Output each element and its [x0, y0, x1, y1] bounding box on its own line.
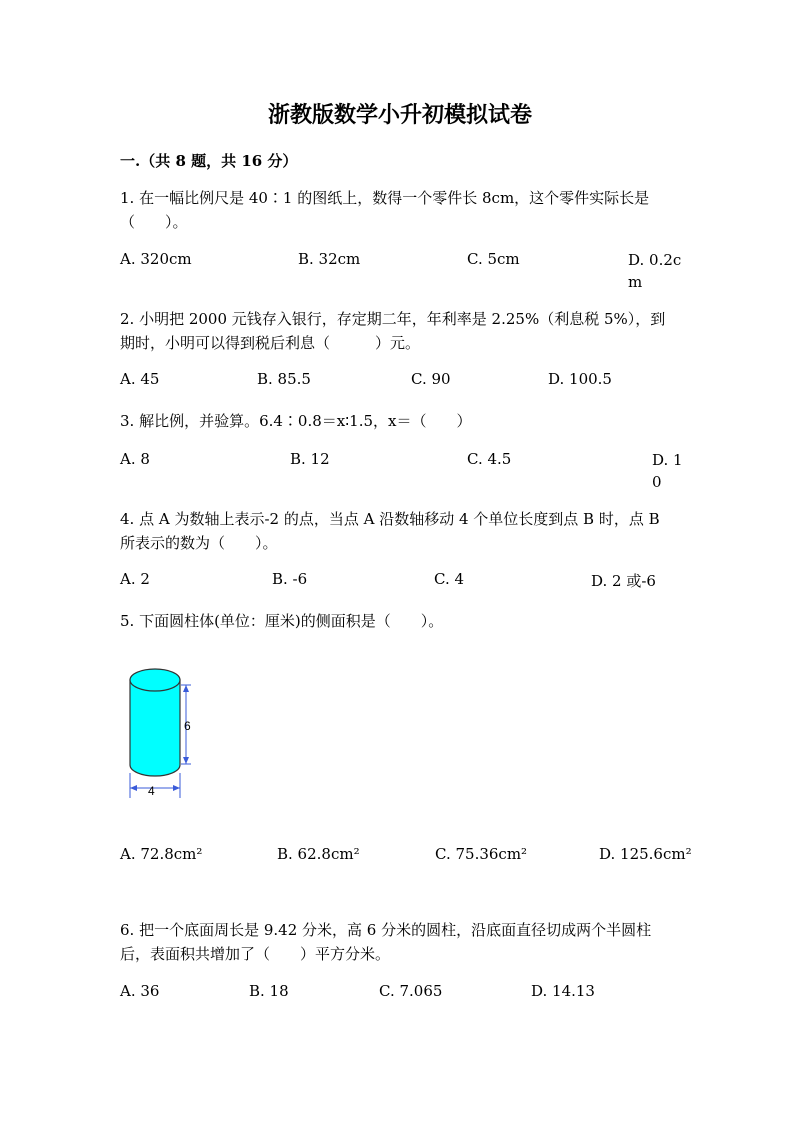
question-2-option-b: B. 85.5 [257, 370, 311, 388]
page-title: 浙教版数学小升初模拟试卷 [267, 102, 532, 128]
question-3-option-a: A. 8 [120, 450, 150, 468]
question-5-option-d: D. 125.6cm² [599, 845, 692, 863]
question-6-option-b: B. 18 [249, 982, 289, 1000]
question-4-option-a: A. 2 [120, 570, 150, 588]
question-5-line-1: 5. 下面圆柱体(单位：厘米)的侧面积是（ ）。 [120, 612, 444, 630]
question-5-option-b: B. 62.8cm² [277, 845, 360, 863]
question-2-option-c: C. 90 [411, 370, 451, 388]
question-5-option-c: C. 75.36cm² [435, 845, 528, 863]
question-4-line-2: 所表示的数为（ ）。 [120, 534, 278, 552]
question-4-option-d: D. 2 或-6 [591, 572, 656, 590]
question-6-option-d: D. 14.13 [531, 982, 595, 1000]
question-3-option-b: B. 12 [290, 450, 330, 468]
question-3-stem [120, 409, 680, 433]
question-5-stem [120, 609, 680, 633]
question-2-option-d: D. 100.5 [548, 370, 612, 388]
question-6-option-a: A. 36 [120, 982, 160, 1000]
question-6-line-2: 后，表面积共增加了（ ）平方分米。 [120, 945, 391, 963]
question-1-option-a: A. 320cm [120, 250, 192, 268]
question-4-option-b: B. -6 [272, 570, 308, 588]
height-arrow-bottom [183, 757, 189, 764]
question-4-option-c: C. 4 [434, 570, 465, 588]
question-2-option-a: A. 45 [120, 370, 160, 388]
height-label: 6 [184, 719, 191, 733]
question-1-stem [120, 186, 680, 234]
cylinder-figure [118, 660, 218, 805]
question-6-line-1: 6. 把一个底面周长是 9.42 分米，高 6 分米的圆柱，沿底面直径切成两个半圆柱 [120, 921, 652, 939]
question-1-option-b: B. 32cm [298, 250, 361, 268]
question-6-option-c: C. 7.065 [379, 982, 443, 1000]
cylinder-body [130, 680, 180, 776]
question-3-line-1: 3. 解比例，并验算。6.4∶0.8＝x∶1.5，x＝（ ） [120, 412, 472, 430]
question-2-stem [120, 307, 680, 355]
section-heading: 一.（共 8 题，共 16 分） [120, 152, 298, 170]
diameter-arrow-left [130, 785, 137, 791]
question-6-stem [120, 918, 680, 966]
question-3-option-c: C. 4.5 [467, 450, 512, 468]
question-1-option-d: D. 0.2cm [628, 251, 682, 291]
question-2-line-1: 2. 小明把 2000 元钱存入银行，存定期二年，年利率是 2.25%（利息税 5%），到 [120, 310, 666, 328]
height-arrow-top [183, 685, 189, 692]
cylinder-top-face [130, 669, 180, 691]
diameter-arrow-right [173, 785, 180, 791]
question-1-line-2: （ ）。 [120, 213, 188, 231]
question-4-line-1: 4. 点 A 为数轴上表示-2 的点，当点 A 沿数轴移动 4 个单位长度到点 B 时，点 B [120, 510, 660, 528]
diameter-label: 4 [148, 784, 155, 798]
question-2-line-2: 期时，小明可以得到税后利息（ ）元。 [120, 334, 421, 352]
question-4-stem [120, 507, 680, 555]
question-5-option-a: A. 72.8cm² [120, 845, 203, 863]
question-3-option-d: D. 10 [652, 451, 683, 491]
question-1-option-c: C. 5cm [467, 250, 520, 268]
question-1-line-1: 1. 在一幅比例尺是 40∶1 的图纸上，数得一个零件长 8cm，这个零件实际长是 [120, 189, 650, 207]
